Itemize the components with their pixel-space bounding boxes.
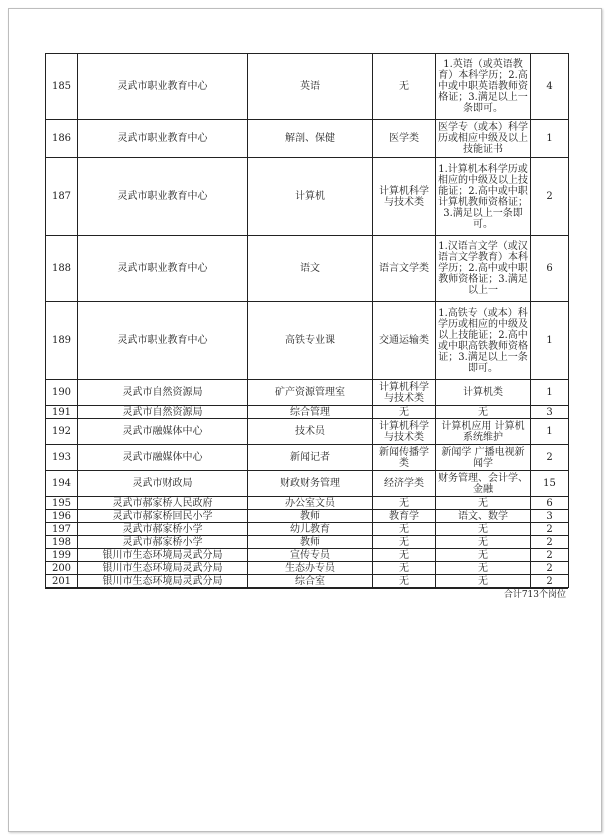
post-name: 新闻记者 (248, 445, 373, 471)
post-name: 教师 (248, 536, 373, 549)
major-name: 无 (373, 406, 436, 419)
row-number: 187 (46, 158, 78, 236)
major-name: 计算机科学与技术类 (373, 380, 436, 406)
row-number: 189 (46, 302, 78, 380)
unit-name: 灵武市自然资源局 (78, 380, 248, 406)
post-count: 2 (531, 562, 569, 575)
post-name: 语文 (248, 236, 373, 302)
post-name: 计算机 (248, 158, 373, 236)
table-row (46, 510, 569, 523)
major-name: 交通运输类 (373, 302, 436, 380)
requirement: 无 (436, 523, 531, 536)
post-count: 2 (531, 549, 569, 562)
post-name: 英语 (248, 54, 373, 120)
unit-name: 银川市生态环境局灵武分局 (78, 549, 248, 562)
row-number: 191 (46, 406, 78, 419)
requirement: 医学专（或本）科学历或相应中级及以上技能证书 (436, 120, 531, 158)
table-row (46, 471, 569, 497)
post-count: 6 (531, 236, 569, 302)
post-count: 6 (531, 497, 569, 510)
post-name: 教师 (248, 510, 373, 523)
table-row (46, 562, 569, 575)
row-number: 192 (46, 419, 78, 445)
row-number: 201 (46, 575, 78, 588)
major-name: 无 (373, 549, 436, 562)
total-text: 合计713个岗位 (503, 590, 566, 600)
table-row (46, 419, 569, 445)
unit-name: 灵武市融媒体中心 (78, 419, 248, 445)
major-name: 无 (373, 523, 436, 536)
post-count: 2 (531, 158, 569, 236)
table-row (46, 536, 569, 549)
requirement: 计算机应用 计算机系统维护 (436, 419, 531, 445)
major-name: 无 (373, 54, 436, 120)
row-number: 190 (46, 380, 78, 406)
table-row (46, 497, 569, 510)
unit-name: 灵武市财政局 (78, 471, 248, 497)
post-name: 幼儿教育 (248, 523, 373, 536)
major-name: 无 (373, 536, 436, 549)
post-count: 2 (531, 523, 569, 536)
row-number: 193 (46, 445, 78, 471)
post-count: 3 (531, 510, 569, 523)
table-row (46, 575, 569, 588)
unit-name: 灵武市自然资源局 (78, 406, 248, 419)
requirement: 计算机类 (436, 380, 531, 406)
post-name: 矿产资源管理室 (248, 380, 373, 406)
table-row (46, 523, 569, 536)
row-number: 188 (46, 236, 78, 302)
table-row (46, 302, 569, 380)
row-number: 195 (46, 497, 78, 510)
unit-name: 灵武市职业教育中心 (78, 302, 248, 380)
post-name: 高铁专业课 (248, 302, 373, 380)
post-count: 1 (531, 120, 569, 158)
row-number: 198 (46, 536, 78, 549)
post-name: 综合室 (248, 575, 373, 588)
requirement: 无 (436, 575, 531, 588)
table-row (46, 380, 569, 406)
post-name: 宣传专员 (248, 549, 373, 562)
unit-name: 灵武市融媒体中心 (78, 445, 248, 471)
post-name: 财政财务管理 (248, 471, 373, 497)
requirement: 无 (436, 406, 531, 419)
post-name: 生态办专员 (248, 562, 373, 575)
major-name: 计算机科学与技术类 (373, 419, 436, 445)
post-count: 4 (531, 54, 569, 120)
requirement: 财务管理、会计学、金融 (436, 471, 531, 497)
requirement: 无 (436, 562, 531, 575)
post-name: 综合管理 (248, 406, 373, 419)
post-count: 2 (531, 445, 569, 471)
requirement: 1.计算机本科学历或相应的中级及以上技能证；2.高中或中职计算机教师资格证；3.满足以上一条即可。 (436, 158, 531, 236)
post-count: 15 (531, 471, 569, 497)
table-row (46, 236, 569, 302)
row-number: 197 (46, 523, 78, 536)
major-name: 无 (373, 562, 436, 575)
post-count: 1 (531, 380, 569, 406)
post-count: 3 (531, 406, 569, 419)
post-count: 1 (531, 419, 569, 445)
post-name: 解剖、保健 (248, 120, 373, 158)
major-name: 医学类 (373, 120, 436, 158)
total-line (45, 588, 568, 602)
post-name: 技术员 (248, 419, 373, 445)
major-name: 语言文学类 (373, 236, 436, 302)
unit-name: 银川市生态环境局灵武分局 (78, 575, 248, 588)
table-row (46, 445, 569, 471)
requirement: 无 (436, 497, 531, 510)
major-name: 计算机科学与技术类 (373, 158, 436, 236)
table-row (46, 120, 569, 158)
major-name: 无 (373, 575, 436, 588)
table-row (46, 54, 569, 120)
requirement: 无 (436, 549, 531, 562)
table-body (46, 54, 569, 588)
post-name: 办公室文员 (248, 497, 373, 510)
row-number: 196 (46, 510, 78, 523)
post-count: 2 (531, 575, 569, 588)
major-name: 教育学 (373, 510, 436, 523)
unit-name: 灵武市职业教育中心 (78, 158, 248, 236)
requirement: 新闻学 广播电视新闻学 (436, 445, 531, 471)
unit-name: 灵武市职业教育中心 (78, 236, 248, 302)
row-number: 199 (46, 549, 78, 562)
requirement: 语文、数学 (436, 510, 531, 523)
unit-name: 灵武市职业教育中心 (78, 120, 248, 158)
unit-name: 灵武市郝家桥回民小学 (78, 510, 248, 523)
row-number: 200 (46, 562, 78, 575)
table-row (46, 549, 569, 562)
post-count: 2 (531, 536, 569, 549)
row-number: 194 (46, 471, 78, 497)
requirement: 1.汉语言文学（或汉语言文学教育）本科学历；2.高中或中职教师资格证；3.满足以上一 (436, 236, 531, 302)
row-number: 185 (46, 54, 78, 120)
major-name: 无 (373, 497, 436, 510)
row-number: 186 (46, 120, 78, 158)
requirement: 无 (436, 536, 531, 549)
jobs-table (45, 53, 569, 588)
table-row (46, 406, 569, 419)
requirement: 1.高铁专（或本）科学历或相应的中级及以上技能证；2.高中或中职高铁教师资格证；3.满足以上一条即可。 (436, 302, 531, 380)
unit-name: 灵武市职业教育中心 (78, 54, 248, 120)
major-name: 经济学类 (373, 471, 436, 497)
major-name: 新闻传播学类 (373, 445, 436, 471)
unit-name: 灵武市郝家桥小学 (78, 523, 248, 536)
unit-name: 灵武市郝家桥人民政府 (78, 497, 248, 510)
unit-name: 银川市生态环境局灵武分局 (78, 562, 248, 575)
post-count: 1 (531, 302, 569, 380)
table-row (46, 158, 569, 236)
requirement: 1.英语（或英语教育）本科学历；2.高中或中职英语教师资格证；3.满足以上一条即可。 (436, 54, 531, 120)
unit-name: 灵武市郝家桥小学 (78, 536, 248, 549)
